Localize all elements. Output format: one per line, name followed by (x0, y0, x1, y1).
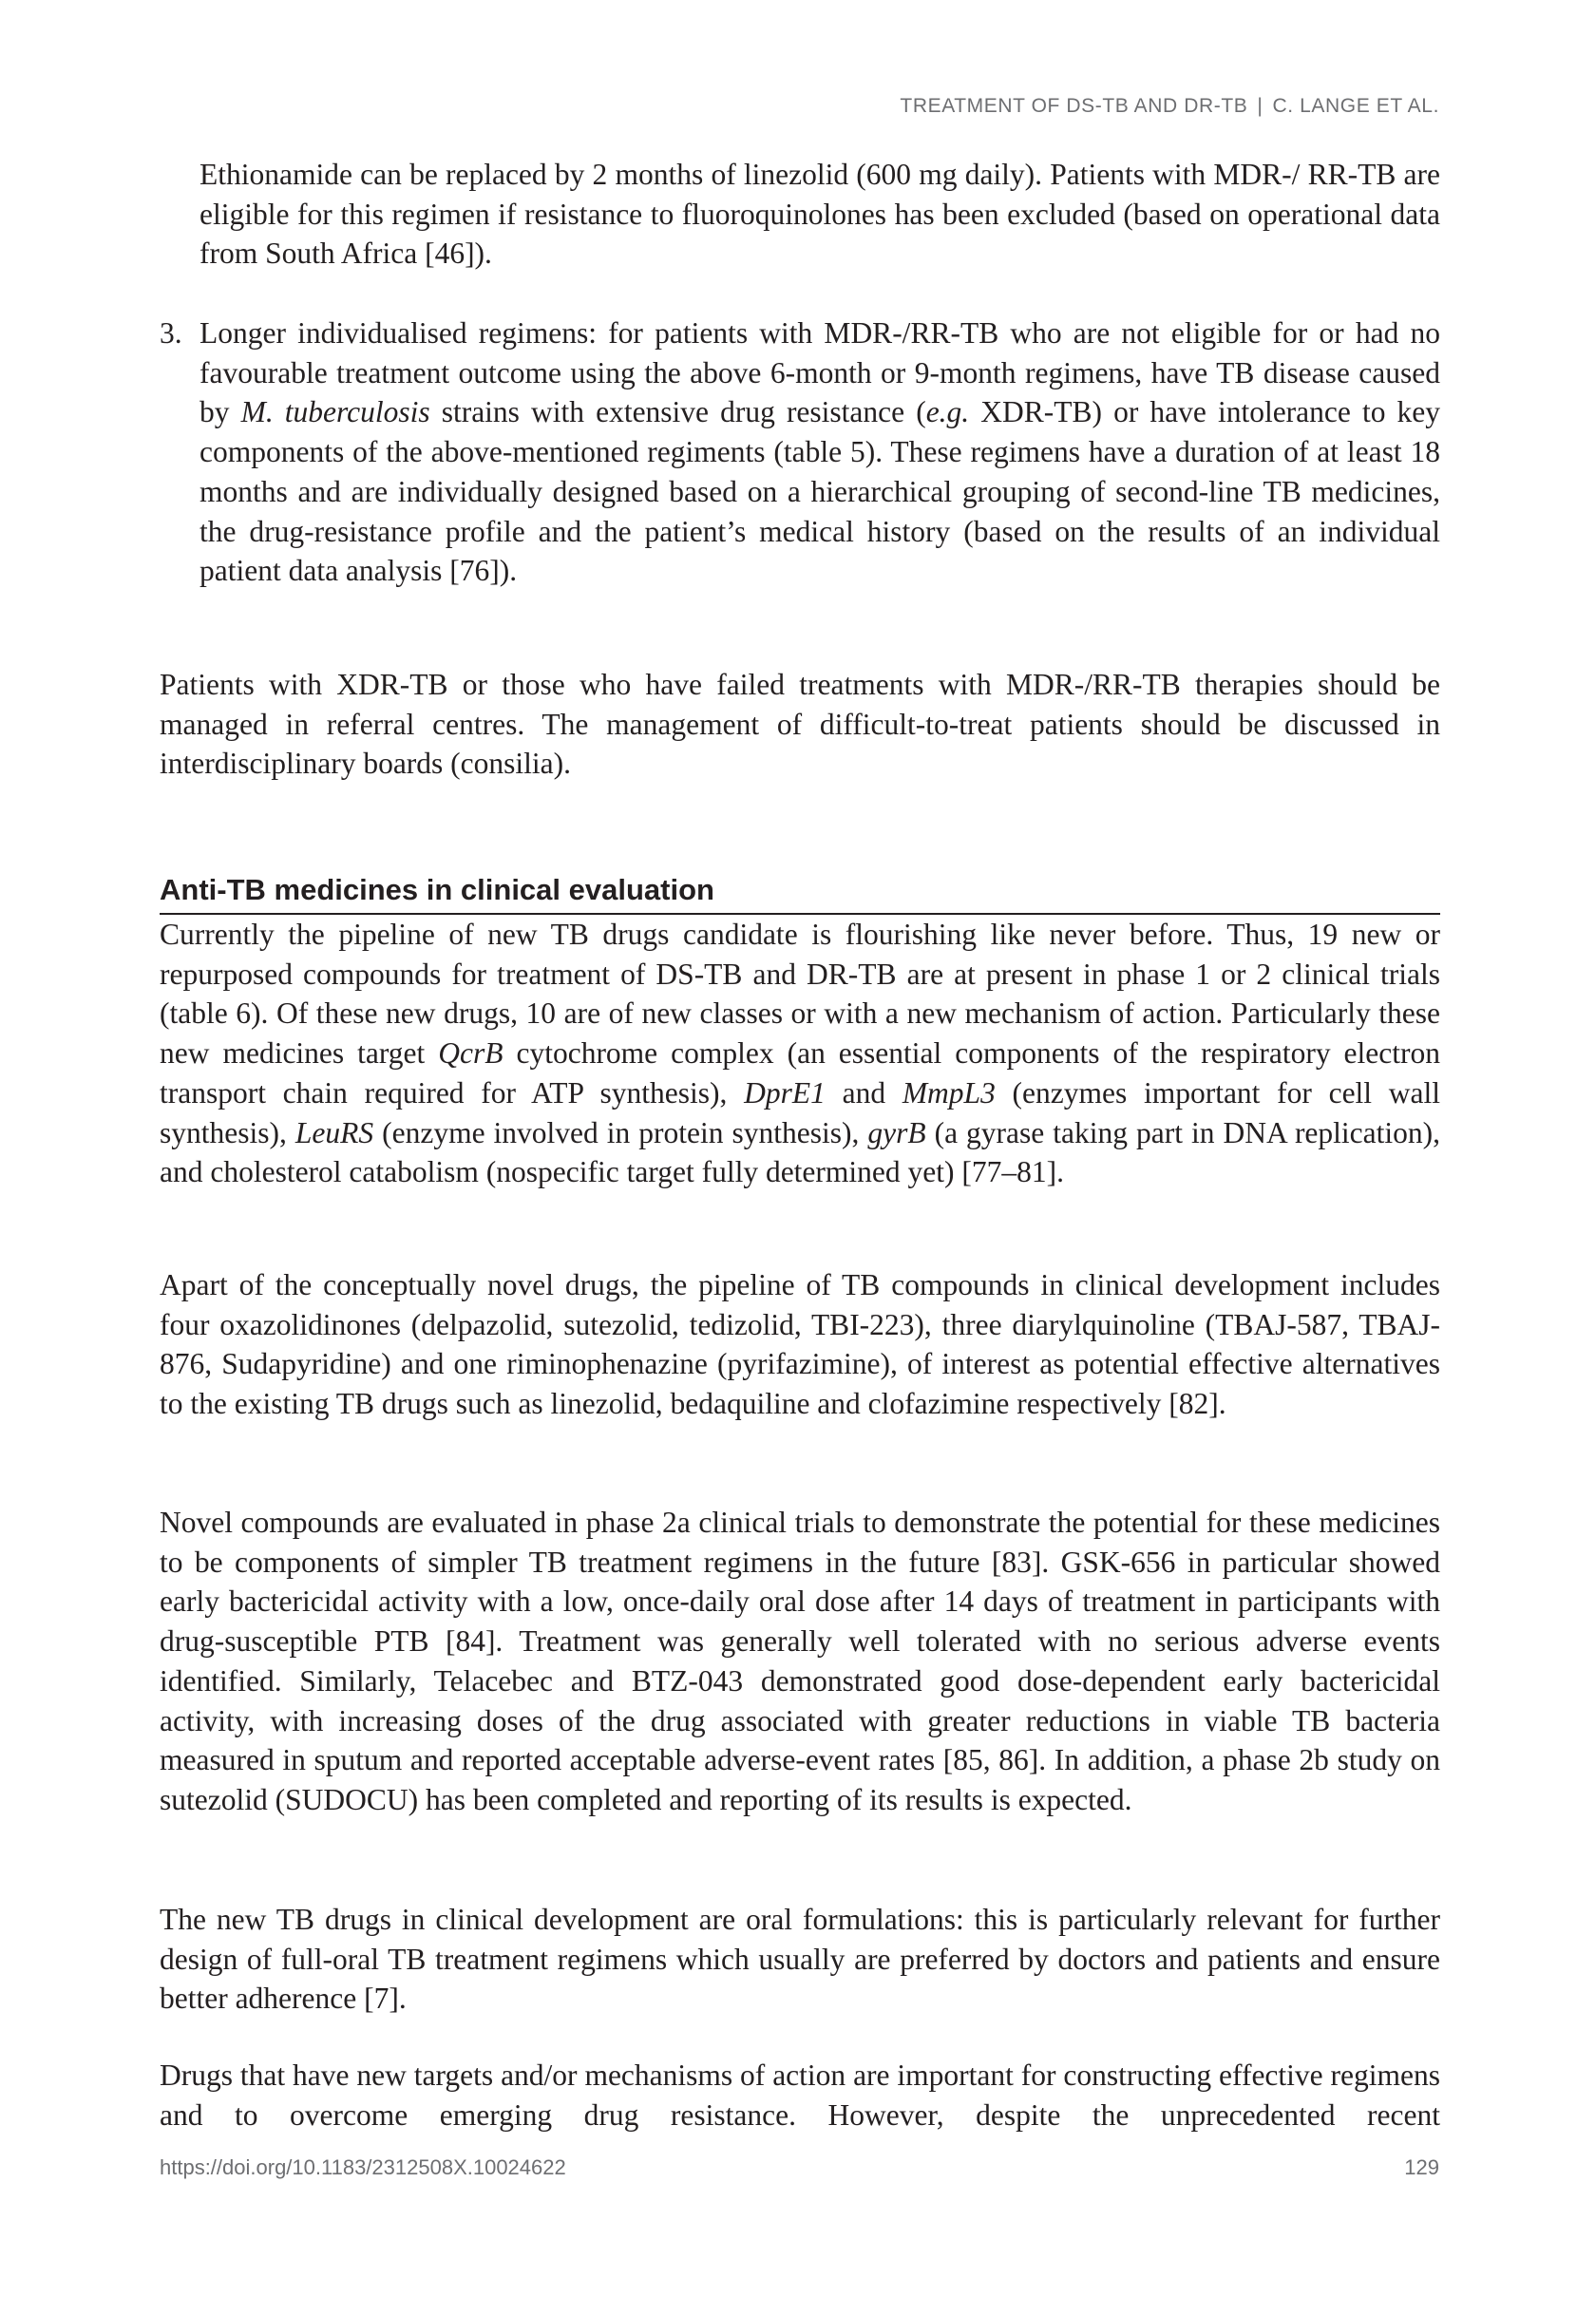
text-segment: Currently the pipeline of new TB drugs candidate is flourishing like never before. Thus, 19 new or repurposed compounds for treatment of DS-TB and DR-TB are at present in phase 1 or 2 clinical trials (table 6). Of these new drugs, 10 are of new classes or with a new mechanism of action. Particularly these new medicines target (160, 918, 1440, 1071)
continuation-text: Ethionamide can be replaced by 2 months of linezolid (600 mg daily). Patients with MDR-/ RR-TB are eligible for this regimen if resistance to fluoroquinolones has been excluded (based on operational data from South Africa [46]). (200, 158, 1440, 271)
list-text-segment: XDR-TB) or have intolerance to key components of the above-mentioned regiments (table 5). These regimens have a duration of at least 18 months and are individually designed based on a hierarchical grouping of second-line TB medicines, the drug-resistance profile and the patient’s medical history (based on the results of an individual patient data analysis [76]). (200, 395, 1440, 588)
paragraph-novel-drugs (160, 1265, 1440, 1424)
gene-target: DprE1 (744, 1075, 826, 1110)
species-name: M. tuberculosis (240, 395, 430, 429)
abbreviation: e.g. (925, 395, 970, 429)
running-header-separator: | (1257, 95, 1264, 117)
text-segment: (enzyme involved in protein synthesis), (373, 1115, 868, 1149)
text-segment: cytochrome complex (an essential components of the respiratory electron transport chain required for ATP synthesis), (160, 1036, 1440, 1110)
paragraph-pipeline (160, 915, 1440, 1192)
running-header-title: TREATMENT OF DS-TB AND DR-TB (900, 95, 1248, 117)
list-item-3-text (200, 313, 1440, 591)
running-header (900, 95, 1439, 118)
paragraph-text: Novel compounds are evaluated in phase 2a clinical trials to demonstrate the potential for these medicines to be components of simpler TB treatment regimens in the future [83]. GSK-656 in particular showed early bactericidal activity with a low, once-daily oral dose after 14 days of treatment in participants with drug-susceptible PTB [84]. Treatment was generally well tolerated with no serious adverse events identified. Similarly, Telacebec and BTZ-043 demonstrated good dose-dependent early bactericidal activity, with increasing doses of the drug associated with greater reductions in viable TB bacteria measured in sputum and reported acceptable adverse-event rates [85, 86]. In addition, a phase 2b study on sutezolid (SUDOCU) has been completed and reporting of its results is expected. (160, 1506, 1440, 1816)
paragraph-phase-2a (160, 1503, 1440, 1820)
paragraph-text: The new TB drugs in clinical development are oral formulations: this is particularly relevant for further design of full-oral TB treatment regimens which usually are preferred by doctors and patients and ensure better adherence [7]. (160, 1903, 1440, 2016)
page-number: 129 (1404, 2155, 1439, 2179)
list-text-segment: Longer individualised regimens: for patients with MDR-/RR-TB who are not eligible for or had no favourable treatment outcome using the above 6-month or 9-month regimens, have TB disease caused by (200, 316, 1440, 429)
gene-target: MmpL3 (902, 1075, 996, 1110)
paragraph-text (160, 915, 1440, 1192)
list-item-2-continuation (200, 155, 1440, 274)
section-heading: Anti-TB medicines in clinical evaluation (160, 873, 714, 906)
list-item-3 (160, 313, 1440, 591)
gene-target: QcrB (438, 1036, 504, 1071)
text-segment: and (825, 1075, 902, 1110)
gene-target: LeuRS (294, 1115, 374, 1149)
paragraph-text: Drugs that have new targets and/or mechanisms of action are important for constructing effective regimens and to overcome emerging drug resistance. However, despite the unprecedented recent (160, 2059, 1440, 2132)
list-text-segment: strains with extensive drug resistance ( (429, 395, 926, 429)
list-item-number: 3. (160, 316, 182, 350)
paragraph-xdr-tb (160, 665, 1440, 784)
paragraph-new-targets (160, 2056, 1440, 2135)
running-header-authors: C. LANGE ET AL. (1272, 95, 1439, 117)
paragraph-text: Apart of the conceptually novel drugs, the pipeline of TB compounds in clinical development includes four oxazolidinones (delpazolid, sutezolid, tedizolid, TBI-223), three diarylquinoline (TBAJ-587, TBAJ-876, Sudapyridine) and one riminophenazine (pyrifazimine), of interest as potential effective alternatives to the existing TB drugs such as linezolid, bedaquiline and clofazimine respectively [82]. (160, 1268, 1440, 1421)
gene-target: gyrB (867, 1115, 926, 1149)
paragraph-oral-formulations (160, 1900, 1440, 2019)
paragraph-text: Patients with XDR-TB or those who have failed treatments with MDR-/RR-TB therapies should be managed in referral centres. The management of difficult-to-treat patients should be discussed in interdisciplinary boards (consilia). (160, 668, 1440, 781)
doi-link[interactable]: https://doi.org/10.1183/2312508X.10024622 (160, 2155, 566, 2179)
text-segment: (enzymes important for cell wall synthesis), (160, 1075, 1440, 1149)
section-heading-block (160, 871, 1440, 915)
text-segment: (a gyrase taking part in DNA replication), and cholesterol catabolism (nospecific target fully determined yet) [77–81]. (160, 1115, 1440, 1189)
